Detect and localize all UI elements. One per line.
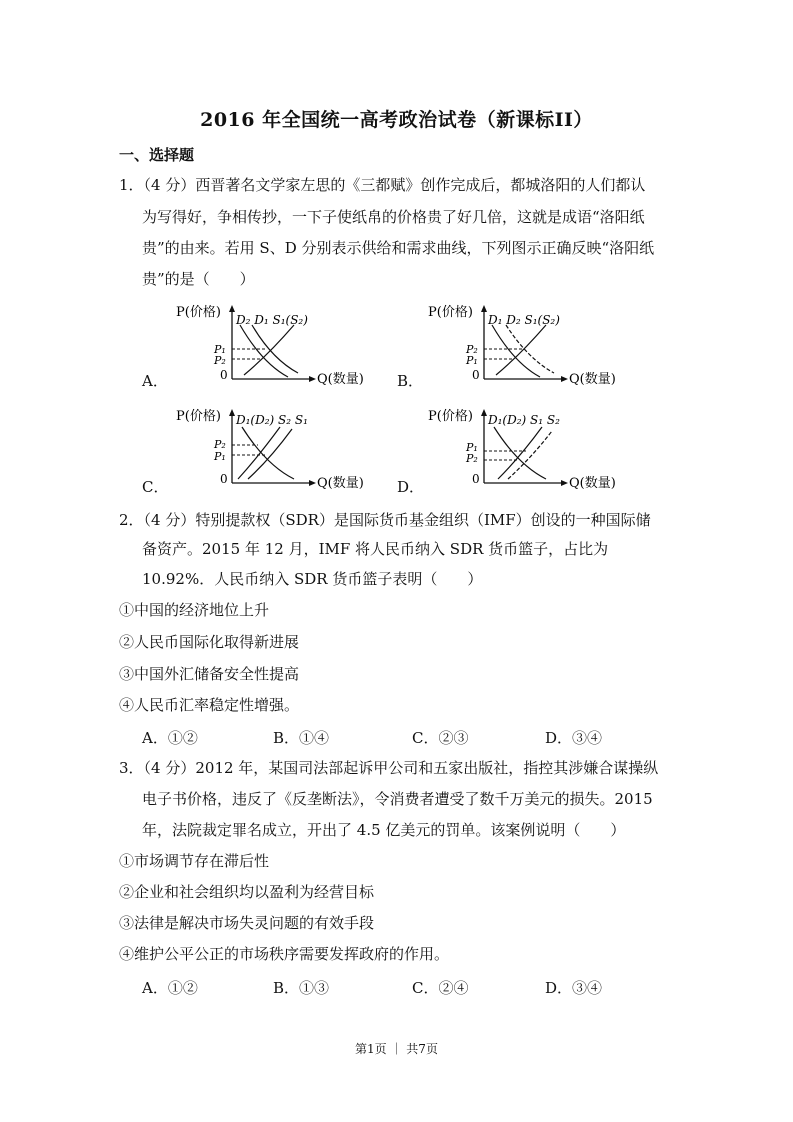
graph-b-xlabel: Q(数量) (569, 372, 616, 387)
q3-option-c[interactable]: C．②④ (412, 979, 469, 997)
graph-b-origin: 0 (472, 368, 480, 382)
q3-option-d[interactable]: D．③④ (545, 979, 603, 997)
q1-line-2: 为写得好，争相传抄，一下子使纸帛的价格贵了好几倍，这就是成语“洛阳纸 (142, 208, 645, 226)
graph-b-curve-labels: D₁ D₂ S₁(S₂) (488, 313, 560, 327)
graph-d-tick-2: P₂ (466, 452, 478, 465)
graph-d (428, 407, 618, 493)
graph-b-ylabel: P(价格) (428, 305, 473, 320)
graph-b-tick-2: P₁ (466, 354, 478, 367)
q2-option-c[interactable]: C．②③ (412, 729, 469, 747)
graph-a-xlabel: Q(数量) (317, 372, 364, 387)
graph-c-tick-2: P₁ (214, 450, 226, 463)
q3-item-1: ①市场调节存在滞后性 (119, 852, 270, 870)
q3-item-4: ④维护公平公正的市场秩序需要发挥政府的作用。 (119, 945, 450, 963)
q3-item-3: ③法律是解决市场失灵问题的有效手段 (119, 914, 375, 932)
graph-d-xlabel: Q(数量) (569, 476, 616, 491)
graph-c-origin: 0 (220, 472, 228, 486)
section-heading: 一、选择题 (119, 146, 195, 164)
q3-option-a[interactable]: A．①② (142, 979, 198, 997)
graph-d-tick-1: P₁ (466, 441, 478, 454)
graph-c-xlabel: Q(数量) (317, 476, 364, 491)
graph-a-tick-2: P₂ (214, 354, 226, 367)
graph-d-ylabel: P(价格) (428, 409, 473, 424)
page-title: 2016 年全国统一高考政治试卷（新课标II） (200, 109, 593, 131)
q3-item-2: ②企业和社会组织均以盈利为经营目标 (119, 883, 375, 901)
option-a-label[interactable]: A． (142, 372, 168, 390)
graph-a-origin: 0 (220, 368, 228, 382)
graph-d-origin: 0 (472, 472, 480, 486)
q3-option-b[interactable]: B．①③ (273, 979, 330, 997)
graph-a-ylabel: P(价格) (176, 305, 221, 320)
q3-line-3: 年，法院裁定罪名成立，开出了 4.5 亿美元的罚单。该案例说明（ ） (142, 821, 626, 839)
option-c-label[interactable]: C． (142, 478, 169, 496)
q2-line-3: 10.92%．人民币纳入 SDR 货币篮子表明（ ） (142, 570, 483, 588)
q2-option-a[interactable]: A．①② (142, 729, 198, 747)
q1-line-3: 贵”的由来。若用 S、D 分别表示供给和需求曲线，下列图示正确反映“洛阳纸 (142, 239, 655, 257)
q1-line-1: 1．（4 分）西晋著名文学家左思的《三都赋》创作完成后，都城洛阳的人们都认 (119, 176, 646, 194)
q3-line-1: 3．（4 分）2012 年，某国司法部起诉甲公司和五家出版社，指控其涉嫌合谋操纵 (119, 759, 659, 777)
graph-a-tick-1: P₁ (214, 343, 226, 356)
option-b-label[interactable]: B． (397, 372, 424, 390)
graph-b (428, 303, 618, 389)
q2-line-2: 备资产。2015 年 12 月，IMF 将人民币纳入 SDR 货币篮子，占比为 (142, 540, 609, 558)
q2-item-3: ③中国外汇储备安全性提高 (119, 665, 300, 683)
q2-option-b[interactable]: B．①④ (273, 729, 330, 747)
page-footer: 第1页 ｜ 共7页 (355, 1042, 438, 1056)
q2-option-d[interactable]: D．③④ (545, 729, 603, 747)
option-d-label[interactable]: D． (397, 478, 425, 496)
q2-item-2: ②人民币国际化取得新进展 (119, 633, 300, 651)
graph-b-tick-1: P₂ (466, 343, 478, 356)
graph-d-curve-labels: D₁(D₂) S₁ S₂ (488, 413, 560, 427)
graph-c-tick-1: P₂ (214, 438, 226, 451)
graph-a (176, 303, 366, 389)
graph-c-curve-labels: D₁(D₂) S₂ S₁ (236, 413, 308, 427)
graph-c-ylabel: P(价格) (176, 409, 221, 424)
q3-line-2: 电子书价格，违反了《反垄断法》，令消费者遭受了数千万美元的损失。2015 (142, 790, 653, 808)
q2-item-1: ①中国的经济地位上升 (119, 601, 270, 619)
q1-line-4: 贵”的是（ ） (142, 270, 255, 288)
q2-item-4: ④人民币汇率稳定性增强。 (119, 696, 300, 714)
graph-a-curve-labels: D₂ D₁ S₁(S₂) (236, 313, 308, 327)
graph-c (176, 407, 366, 493)
q2-line-1: 2．（4 分）特别提款权（SDR）是国际货币基金组织（IMF）创设的一种国际储 (119, 511, 651, 529)
